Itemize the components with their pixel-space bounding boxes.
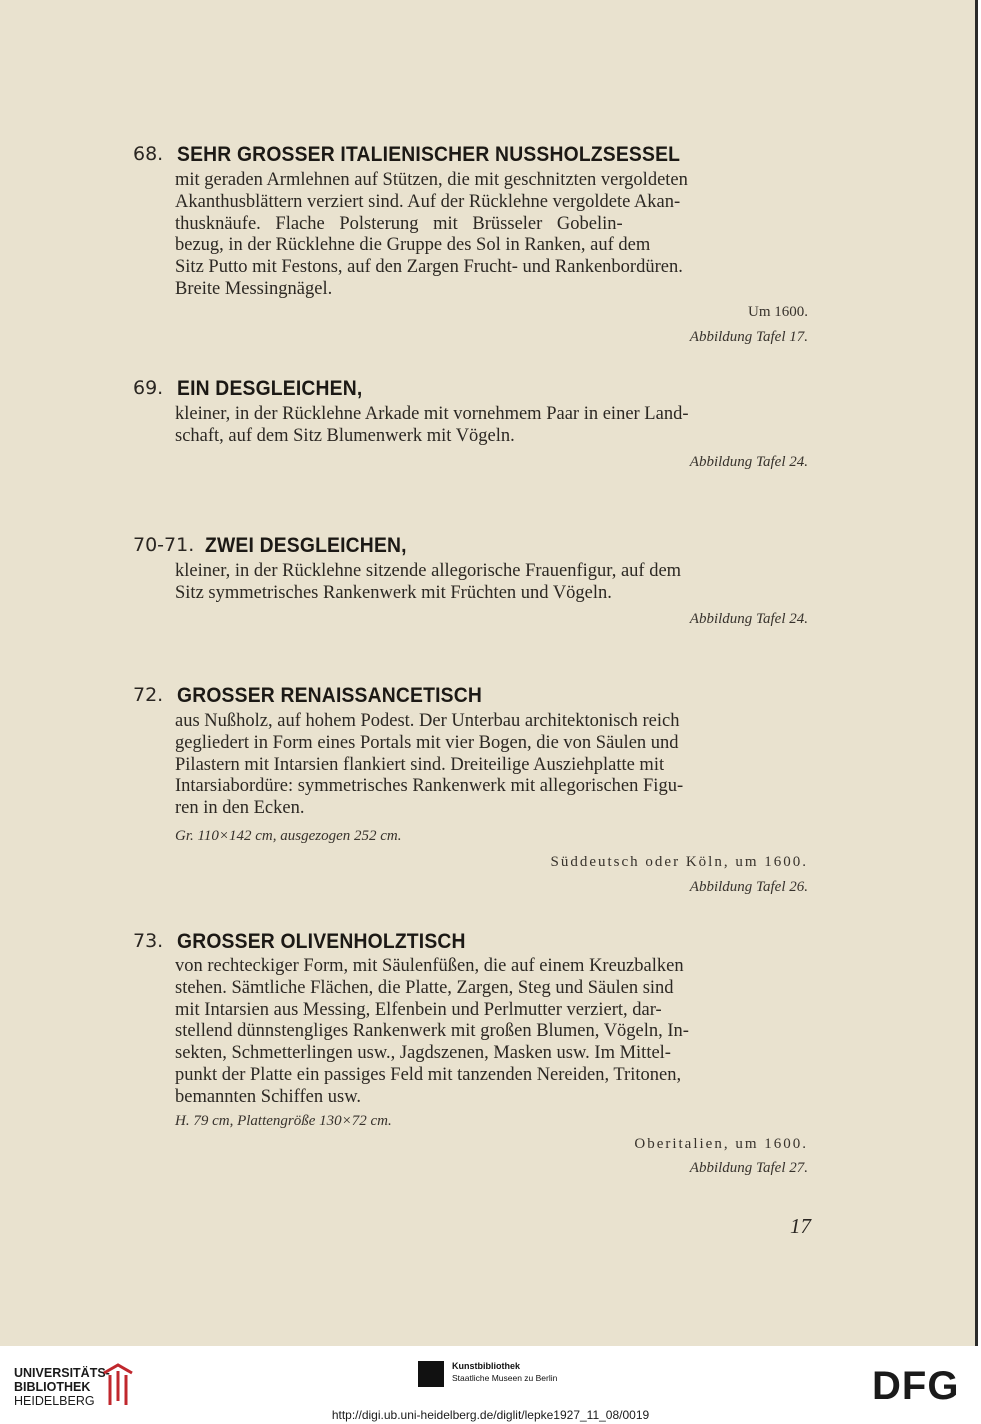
- entry-number: 72.: [133, 684, 164, 706]
- entry-number: 73.: [133, 930, 164, 952]
- entry-title: GROSSER RENAISSANCETISCH: [177, 684, 482, 707]
- dfg-logo: DFG: [872, 1364, 960, 1408]
- entry-plate-reference: Abbildung Tafel 26.: [689, 879, 808, 895]
- entry-number: 68.: [133, 143, 164, 165]
- entry-description: [175, 561, 809, 605]
- entry-title: SEHR GROSSER ITALIENISCHER NUSSHOLZSESSEL: [177, 143, 681, 166]
- entry-dimensions: Gr. 110×142 cm, ausgezogen 252 cm.: [175, 828, 402, 844]
- description-line: Sitz symmetrisches Rankenwerk mit Früchten und Vögeln.: [175, 582, 612, 603]
- kb-name: Kunstbibliothek: [452, 1361, 520, 1371]
- description-line: Breite Messingnägel.: [175, 278, 333, 299]
- description-line: Sitz Putto mit Festons, auf den Zargen Frucht- und Rankenbordüren.: [175, 257, 683, 278]
- kb-subtitle: Staatliche Museen zu Berlin: [452, 1373, 558, 1383]
- entry-title: ZWEI DESGLEICHEN,: [205, 534, 407, 557]
- description-line: bemannten Schiffen usw.: [175, 1086, 361, 1107]
- entry-description: [175, 170, 809, 301]
- description-line: Intarsiabordüre: symmetrisches Rankenwerk mit allegorischen Figu-: [175, 776, 684, 797]
- entry-description: [175, 404, 809, 448]
- source-url[interactable]: http://digi.ub.uni-heidelberg.de/diglit/lepke1927_11_08/0019: [331, 1408, 650, 1422]
- description-line: mit geraden Armlehnen auf Stützen, die mit geschnitzten vergoldeten: [175, 170, 688, 190]
- library-logo-icon: [100, 1361, 136, 1409]
- library-name-line: UNIVERSITÄTS-: [14, 1366, 110, 1380]
- entry-description: [175, 711, 809, 820]
- library-name-line: HEIDELBERG: [14, 1394, 95, 1408]
- entry-origin: Oberitalien, um 1600.: [634, 1136, 808, 1152]
- description-line: bezug, in der Rücklehne die Gruppe des Sol in Ranken, auf dem: [175, 235, 651, 256]
- description-line: punkt der Platte ein passiges Feld mit tanzenden Nereiden, Tritonen,: [175, 1064, 682, 1085]
- description-line: schaft, auf dem Sitz Blumenwerk mit Vögeln.: [175, 425, 515, 446]
- description-line: kleiner, in der Rücklehne sitzende allegorische Frauenfigur, auf dem: [175, 561, 682, 581]
- digitization-footer: [0, 1346, 981, 1424]
- description-line: gegliedert in Form eines Portals mit vier Bogen, die von Säulen und: [175, 732, 679, 753]
- library-logo-text: [14, 1366, 110, 1408]
- description-line: stellend dünnstengliges Rankenwerk mit großen Blumen, Vögeln, In-: [175, 1021, 689, 1042]
- entry-number: 70-71.: [133, 534, 195, 556]
- description-line: Pilastern mit Intarsien flankiert sind. Dreiteilige Ausziehplatte mit: [175, 754, 665, 775]
- entry-origin: Süddeutsch oder Köln, um 1600.: [550, 854, 808, 870]
- kunstbibliothek-logo-icon: [418, 1361, 444, 1387]
- description-line: sekten, Schmetterlingen usw., Jagdszenen, Masken usw. Im Mittel-: [175, 1043, 671, 1064]
- entry-plate-reference: Abbildung Tafel 24.: [689, 611, 808, 627]
- entry-dimensions: H. 79 cm, Plattengröße 130×72 cm.: [175, 1113, 392, 1129]
- entry-description: [175, 956, 809, 1109]
- entry-plate-reference: Abbildung Tafel 24.: [689, 454, 808, 470]
- kunstbibliothek-logo-text: [452, 1360, 557, 1384]
- entry-number: 69.: [133, 377, 164, 399]
- description-line: aus Nußholz, auf hohem Podest. Der Unterbau architektonisch reich: [175, 711, 680, 731]
- description-line: ren in den Ecken.: [175, 798, 305, 819]
- entry-title: GROSSER OLIVENHOLZTISCH: [177, 930, 466, 953]
- entry-date: Um 1600.: [748, 304, 808, 320]
- description-line: stehen. Sämtliche Flächen, die Platte, Zargen, Steg und Säulen sind: [175, 977, 674, 998]
- description-line: von rechteckiger Form, mit Säulenfüßen, die auf einem Kreuzbalken: [175, 956, 684, 976]
- entry-plate-reference: Abbildung Tafel 17.: [689, 329, 808, 345]
- entry-plate-reference: Abbildung Tafel 27.: [689, 1160, 808, 1176]
- description-line: kleiner, in der Rücklehne Arkade mit vornehmem Paar in einer Land-: [175, 404, 689, 424]
- description-line: thusknäufe. Flache Polsterung mit Brüsseler Gobelin-: [175, 213, 623, 234]
- page-number: 17: [790, 1214, 811, 1238]
- description-line: mit Intarsien aus Messing, Elfenbein und Perlmutter verziert, dar-: [175, 999, 662, 1020]
- entry-title: EIN DESGLEICHEN,: [177, 377, 363, 400]
- description-line: Akanthusblättern verziert sind. Auf der Rücklehne vergoldete Akan-: [175, 191, 681, 212]
- library-name-line: BIBLIOTHEK: [14, 1380, 91, 1394]
